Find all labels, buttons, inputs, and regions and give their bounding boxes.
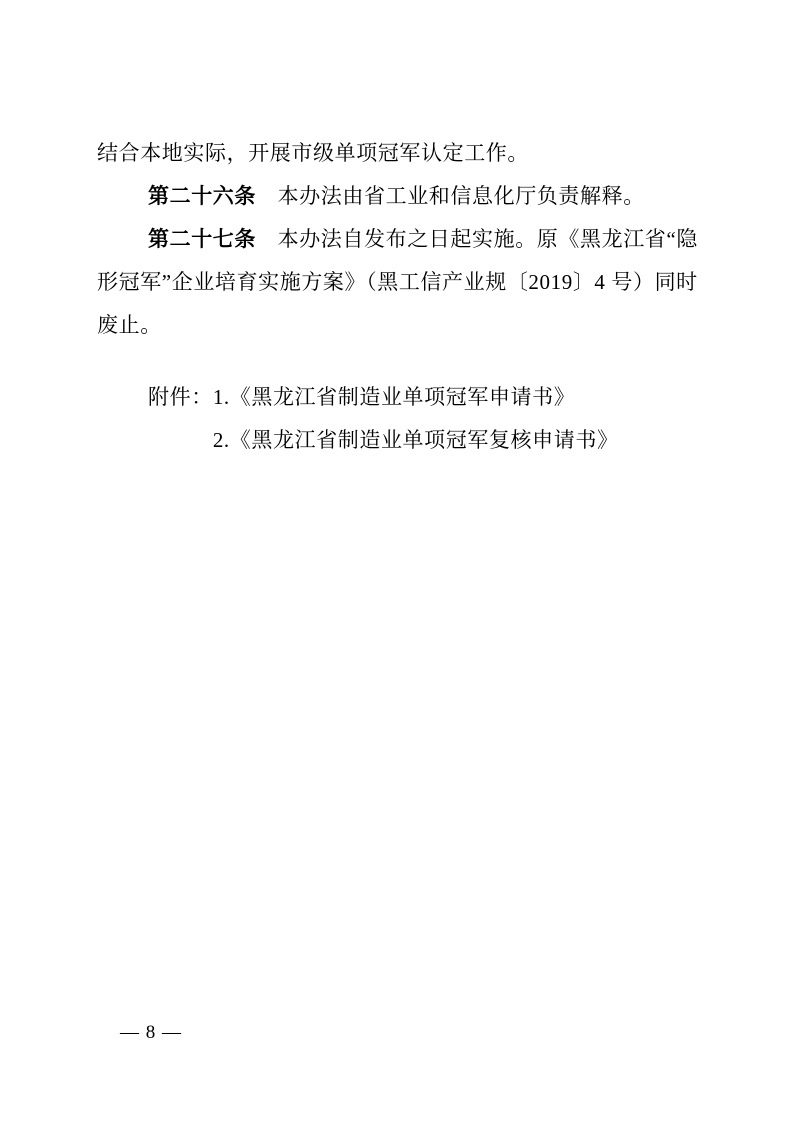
document-body [97,132,709,462]
article-27-number: 第二十七条 [148,228,256,251]
page-number: — 8 — [120,1022,182,1043]
attachment-item-1: 1.《黑龙江省制造业单项冠军申请书》 [212,385,576,409]
article-27-paragraph-line2: 形冠军”企业培育实施方案》（黑工信产业规〔2019〕4 号）同时 [97,270,698,294]
article-26-paragraph [97,175,709,218]
attachments-label: 附件： [148,385,213,409]
article-26-text: 本办法由省工业和信息化厅负责解释。 [256,184,645,208]
article-27-paragraph-line1 [97,218,709,261]
article-27-text-line1: 本办法自发布之日起实施。原《黑龙江省“隐 [256,227,698,251]
attachments-block [97,376,709,462]
attachment-item-2: 2.《黑龙江省制造业单项冠军复核申请书》 [212,428,619,452]
paragraph-continuation: 结合本地实际，开展市级单项冠军认定工作。 [97,141,529,165]
attachments-list [213,376,709,462]
article-27-paragraph-line3: 废止。 [97,313,162,337]
article-26-number: 第二十六条 [148,185,256,208]
